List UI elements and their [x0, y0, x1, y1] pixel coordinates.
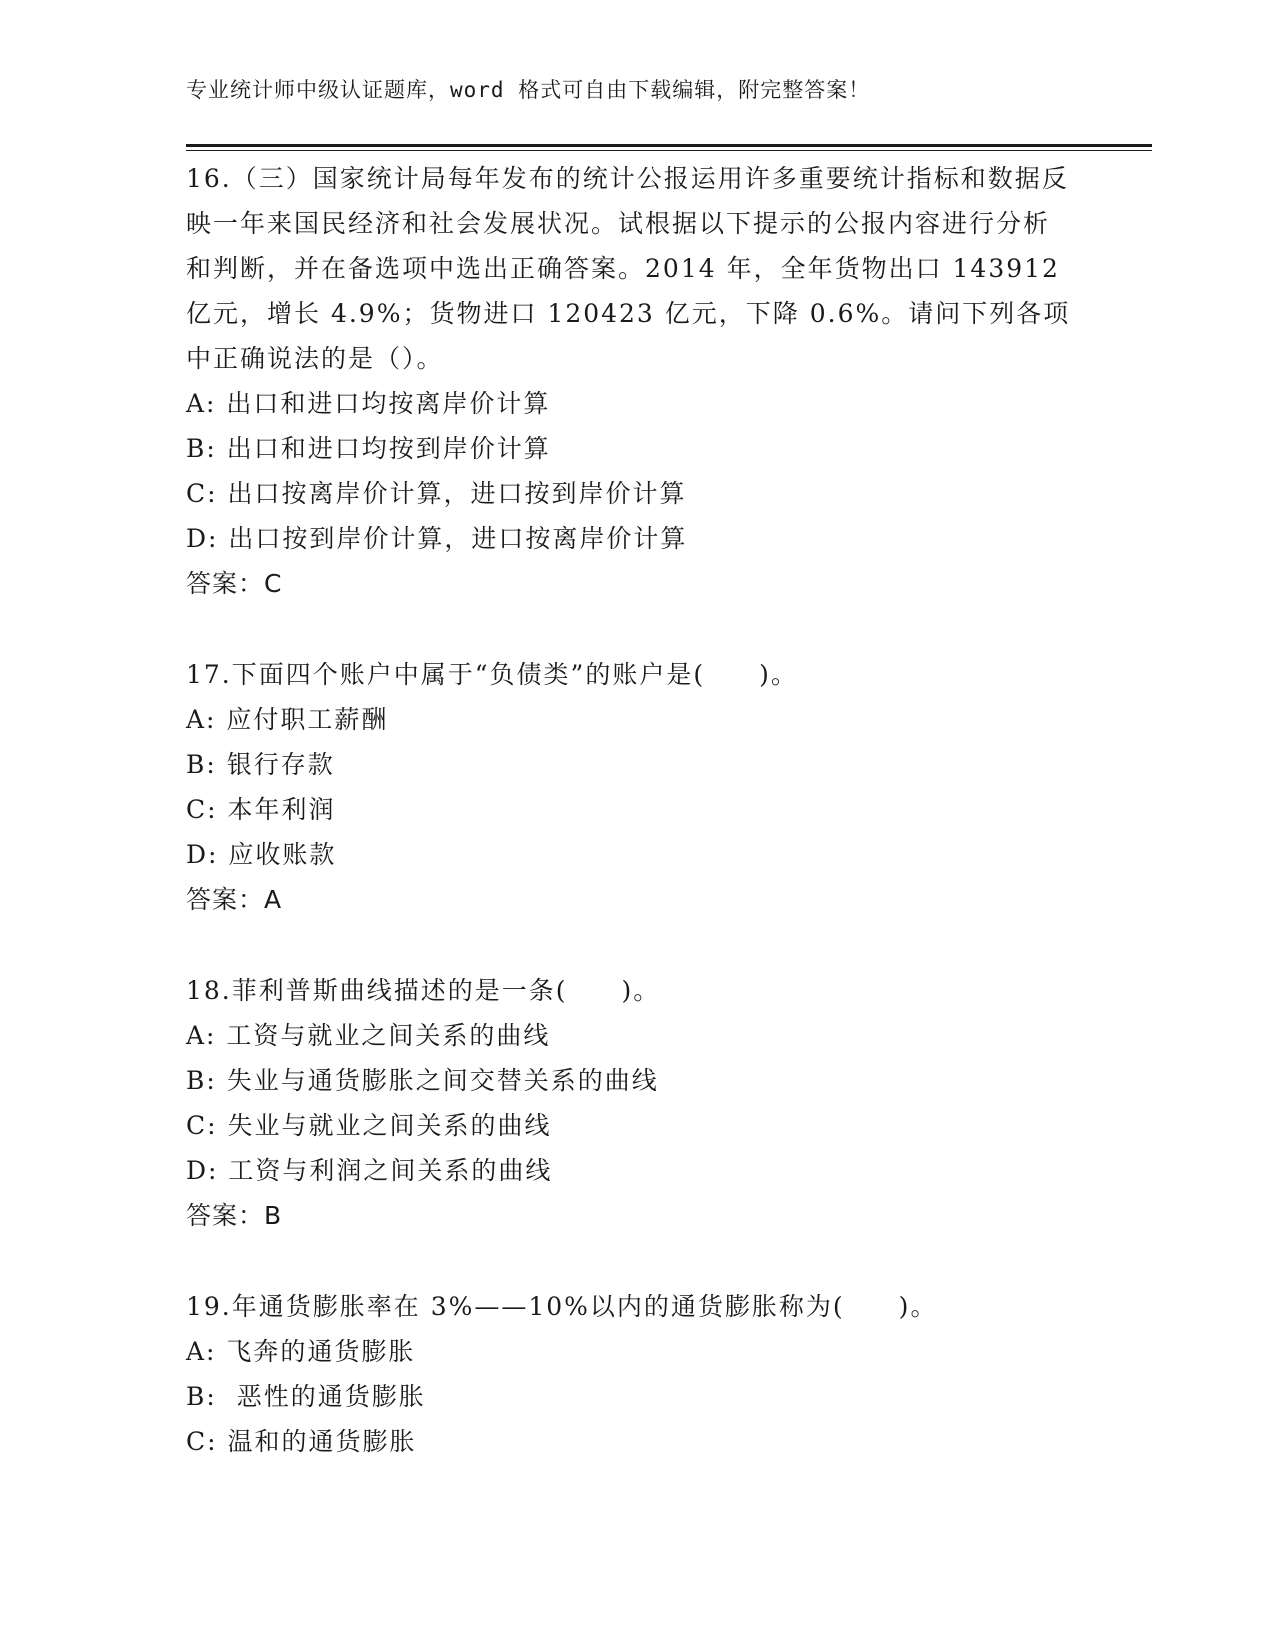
question-stem: 19.年通货膨胀率在 3%——10%以内的通货膨胀称为( )。 — [186, 1292, 938, 1321]
header-divider-thick — [186, 144, 1152, 147]
answer-line: 答案：A — [186, 885, 283, 914]
option-b: B: 失业与通货膨胀之间交替关系的曲线 — [186, 1066, 659, 1095]
option-a: A: 飞奔的通货膨胀 — [186, 1337, 416, 1366]
answer-line: 答案：B — [186, 1201, 283, 1230]
question-16 — [186, 156, 1086, 606]
option-b: B: 银行存款 — [186, 750, 335, 779]
option-c: C: 温和的通货膨胀 — [186, 1427, 417, 1456]
question-stem: 18.菲利普斯曲线描述的是一条( )。 — [186, 976, 661, 1005]
option-d: D: 出口按到岸价计算，进口按离岸价计算 — [186, 524, 688, 553]
document-header: 专业统计师中级认证题库，word 格式可自由下载编辑，附完整答案！ — [186, 78, 871, 102]
question-17 — [186, 652, 1086, 922]
option-b: B: 出口和进口均按到岸价计算 — [186, 434, 551, 463]
option-b: B: 恶性的通货膨胀 — [186, 1382, 426, 1411]
question-list — [186, 156, 1086, 1510]
option-d: D: 应收账款 — [186, 840, 337, 869]
answer-line: 答案：C — [186, 569, 283, 598]
option-a: A: 出口和进口均按离岸价计算 — [186, 389, 551, 418]
option-c: C: 出口按离岸价计算，进口按到岸价计算 — [186, 479, 687, 508]
question-19 — [186, 1284, 1086, 1464]
option-a: A: 应付职工薪酬 — [186, 705, 389, 734]
question-stem: 16.（三）国家统计局每年发布的统计公报运用许多重要统计指标和数据反映一年来国民经济和社会发展状况。试根据以下提示的公报内容进行分析和判断，并在备选项中选出正确答案。2014 年，全年货物出口 143912 亿元，增长 4.9%；货物进口 120423 亿元，下降 0.6%。请问下列各项中正确说法的是（）。 — [186, 164, 1071, 373]
question-stem: 17.下面四个账户中属于“负债类”的账户是( )。 — [186, 660, 798, 689]
question-18 — [186, 968, 1086, 1238]
option-c: C: 本年利润 — [186, 795, 336, 824]
option-c: C: 失业与就业之间关系的曲线 — [186, 1111, 552, 1140]
option-a: A: 工资与就业之间关系的曲线 — [186, 1021, 551, 1050]
option-d: D: 工资与利润之间关系的曲线 — [186, 1156, 553, 1185]
header-divider-thin — [186, 150, 1152, 151]
